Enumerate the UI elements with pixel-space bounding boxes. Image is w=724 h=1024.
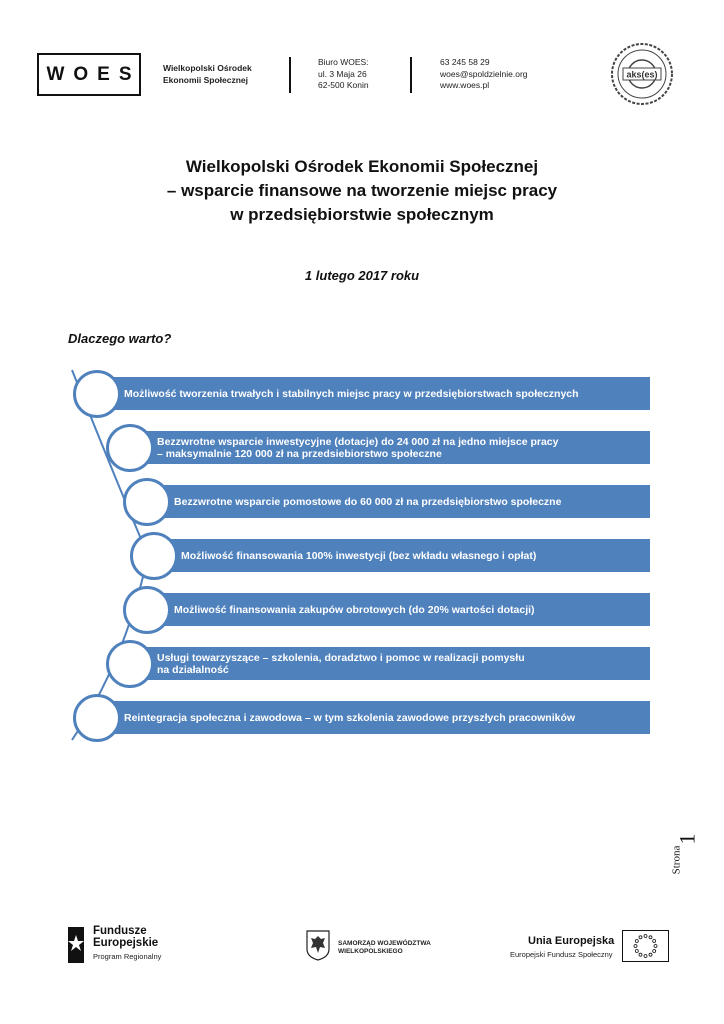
benefit-text: Usługi towarzyszące – szkolenia, doradztwo i pomoc w realizacji pomysłu na działalność <box>157 651 525 676</box>
org-name-line1: Wielkopolski Ośrodek <box>163 63 252 73</box>
document-title <box>0 155 724 227</box>
title-line2: – wsparcie finansowe na tworzenie miejsc pracy <box>166 181 558 200</box>
fundusze-europejskie-subtitle: Program Regionalny <box>93 952 162 961</box>
document-date: 1 lutego 2017 roku <box>304 268 420 283</box>
contact-info <box>440 57 528 92</box>
benefit-bar <box>97 701 650 734</box>
akses-seal-logo <box>610 42 674 106</box>
fundusze-europejskie-star-icon <box>65 925 87 965</box>
address-line2: ul. 3 Maja 26 <box>318 68 367 79</box>
org-name-line2: Ekonomii Społecznej <box>163 74 249 85</box>
svg-text:aks(es): aks(es) <box>626 69 658 80</box>
eu-title: Unia Europejska <box>528 935 615 947</box>
header-divider <box>289 57 291 93</box>
address-line1: Biuro WOES: <box>318 57 369 67</box>
website-link[interactable]: www.woes.pl <box>440 80 490 90</box>
page-number: 1 <box>674 833 700 845</box>
benefit-text: Możliwość finansowania 100% inwestycji (bez wkładu własnego i opłat) <box>181 549 537 562</box>
title-line3: w przedsiębiorstwie społecznym <box>230 205 494 224</box>
address-line3: 62-500 Konin <box>318 80 369 90</box>
benefit-bullet-circle <box>106 640 154 688</box>
fundusze-europejskie-logo: Fundusze Europejskie <box>93 925 159 949</box>
benefit-bullet-circle <box>130 532 178 580</box>
title-line1: Wielkopolski Ośrodek Ekonomii Społecznej <box>185 157 539 176</box>
benefit-bullet-circle <box>123 586 171 634</box>
woes-logo: WOES <box>37 53 141 96</box>
benefit-text: Bezzwrotne wsparcie inwestycyjne (dotacje) do 24 000 zł na jedno miejsce pracy – maksymalnie 120 000 zł na przedsiebiorstwo społeczne <box>157 435 559 460</box>
benefit-bar <box>147 593 650 626</box>
benefit-bar <box>97 377 650 410</box>
benefit-text: Możliwość finansowania zakupów obrotowych (do 20% wartości dotacji) <box>174 603 535 616</box>
email-link[interactable]: woes@spoldzielnie.org <box>440 68 528 79</box>
benefit-text: Możliwość tworzenia trwałych i stabilnych miejsc pracy w przedsiębiorstwach społecznych <box>124 387 579 400</box>
org-name <box>163 63 252 86</box>
eu-flag-icon <box>622 930 669 962</box>
header-divider <box>410 57 412 93</box>
section-heading: Dlaczego warto? <box>68 331 172 346</box>
benefit-bullet-circle <box>106 424 154 472</box>
benefit-bar <box>130 431 650 464</box>
eu-subtitle: Europejski Fundusz Społeczny <box>510 950 613 959</box>
phone: 63 245 58 29 <box>440 57 490 67</box>
benefit-bar <box>154 539 650 572</box>
benefit-text: Reintegracja społeczna i zawodowa – w tym szkolenia zawodowe przyszłych pracowników <box>124 711 576 724</box>
benefit-bar <box>130 647 650 680</box>
samorzad-logo-text: SAMORZĄD WOJEWÓDZTWA WIELKOPOLSKIEGO <box>338 940 431 955</box>
page-number-marker <box>672 830 702 890</box>
benefit-bullet-circle <box>123 478 171 526</box>
benefit-bar <box>147 485 650 518</box>
wielkopolska-eagle-emblem-icon <box>305 929 331 961</box>
benefit-bullet-circle <box>73 370 121 418</box>
page-label: Strona <box>670 845 683 875</box>
benefit-bullet-circle <box>73 694 121 742</box>
office-address <box>318 57 369 92</box>
benefit-text: Bezzwrotne wsparcie pomostowe do 60 000 zł na przedsiębiorstwo społeczne <box>174 495 562 508</box>
